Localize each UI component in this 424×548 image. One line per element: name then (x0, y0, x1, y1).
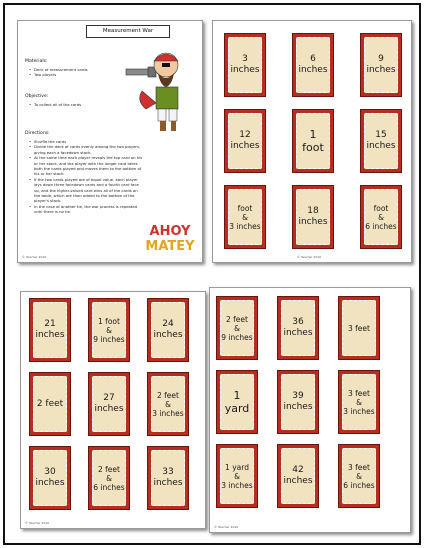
list-item: • To collect all of the cards (29, 102, 81, 107)
measurement-card (277, 370, 319, 434)
card-label: 42 inches (283, 465, 313, 486)
card-label: 9 inches (366, 54, 396, 75)
card-sheet-1 (212, 20, 412, 263)
card-label: 15 inches (366, 130, 396, 151)
card-label: 21 inches (35, 319, 65, 340)
card-label: 33 inches (153, 467, 183, 488)
card-label: 39 inches (283, 391, 313, 412)
measurement-card (147, 446, 189, 510)
measurement-card (224, 33, 266, 97)
card-label: 12 inches (230, 130, 260, 151)
measurement-card (29, 372, 71, 436)
card-label: 2 feet & 6 inches (93, 464, 125, 492)
card-sheet-3 (209, 287, 411, 533)
list-item: • In the case of another tie, the war process is repeated until there is no tie. (29, 204, 143, 215)
directions-heading: Directions: (25, 131, 50, 136)
list-item: • If the two cards played are of equal value, each player lays down three facedown cards and a fourth card face up, and the higher-valued card wins all of the cards on the table, which are then added to the bottom of the player's stack. (29, 177, 143, 204)
card-label: 36 inches (283, 317, 313, 338)
sheet-footer: © Teacher 2010 (22, 255, 47, 259)
measurement-card (216, 370, 258, 434)
sheet-footer: © Teacher 2010 (297, 255, 322, 259)
ahoy-matey-logo (142, 224, 198, 262)
card-label: 3 feet & 3 inches (343, 388, 375, 416)
measurement-card (338, 444, 380, 508)
measurement-card (224, 185, 266, 249)
measurement-card (292, 33, 334, 97)
measurement-card (29, 446, 71, 510)
card-label: foot & 6 inches (365, 203, 397, 231)
sheet-footer: © Teacher 2010 (214, 525, 239, 529)
rules-title: Measurement War (86, 25, 170, 38)
materials-list (29, 67, 88, 78)
objective-list (29, 102, 81, 107)
card-label: 1 yard (224, 389, 250, 415)
card-label: 3 feet (348, 323, 370, 333)
measurement-card (224, 109, 266, 173)
directions-list (29, 139, 143, 215)
list-item: • Deck of measurement cards (29, 67, 88, 72)
card-label: 1 foot & 9 inches (93, 316, 125, 344)
measurement-card (338, 370, 380, 434)
measurement-card (292, 185, 334, 249)
materials-heading: Materials: (25, 59, 48, 64)
measurement-card (147, 298, 189, 362)
card-label: 3 inches (230, 54, 260, 75)
measurement-card (360, 185, 402, 249)
card-label: 24 inches (153, 319, 183, 340)
rules-sheet (17, 20, 203, 263)
pirate-illustration (122, 43, 198, 133)
card-label: 18 inches (298, 206, 328, 227)
measurement-card (292, 109, 334, 173)
card-label: foot & 3 inches (229, 203, 261, 231)
card-label: 2 feet (36, 398, 64, 409)
measurement-card (88, 446, 130, 510)
card-label: 27 inches (94, 393, 124, 414)
card-label: 1 yard & 3 inches (221, 462, 253, 490)
measurement-card (29, 298, 71, 362)
measurement-card (338, 296, 380, 360)
card-label: 2 feet & 9 inches (221, 314, 253, 342)
measurement-card (360, 33, 402, 97)
list-item: • Divide the deck of cards evenly among the two players, giving each a facedown stack. (29, 144, 143, 155)
objective-heading: Objective: (25, 94, 49, 99)
list-item: • Two players (29, 72, 88, 77)
card-label: 3 feet & 6 inches (343, 462, 375, 490)
logo-line-1: AHOY (149, 224, 191, 239)
measurement-card (277, 296, 319, 360)
measurement-card (277, 444, 319, 508)
measurement-card (88, 372, 130, 436)
card-label: 6 inches (298, 54, 328, 75)
card-label: 30 inches (35, 467, 65, 488)
measurement-card (147, 372, 189, 436)
measurement-card (216, 296, 258, 360)
list-item: • Shuffle the cards (29, 139, 143, 144)
card-sheet-2 (20, 291, 206, 529)
sheet-footer: © Teacher 2010 (25, 521, 50, 525)
card-label: 1 foot (302, 128, 324, 154)
measurement-card (216, 444, 258, 508)
list-item: • At the same time each player reveals the top card on his or her stack, and the player with the longer card takes both the cards played and moves them to the bottom of his or her stack. (29, 155, 143, 177)
logo-line-2: MATEY (145, 239, 195, 254)
measurement-card (88, 298, 130, 362)
card-label: 2 feet & 3 inches (152, 390, 184, 418)
measurement-card (360, 109, 402, 173)
